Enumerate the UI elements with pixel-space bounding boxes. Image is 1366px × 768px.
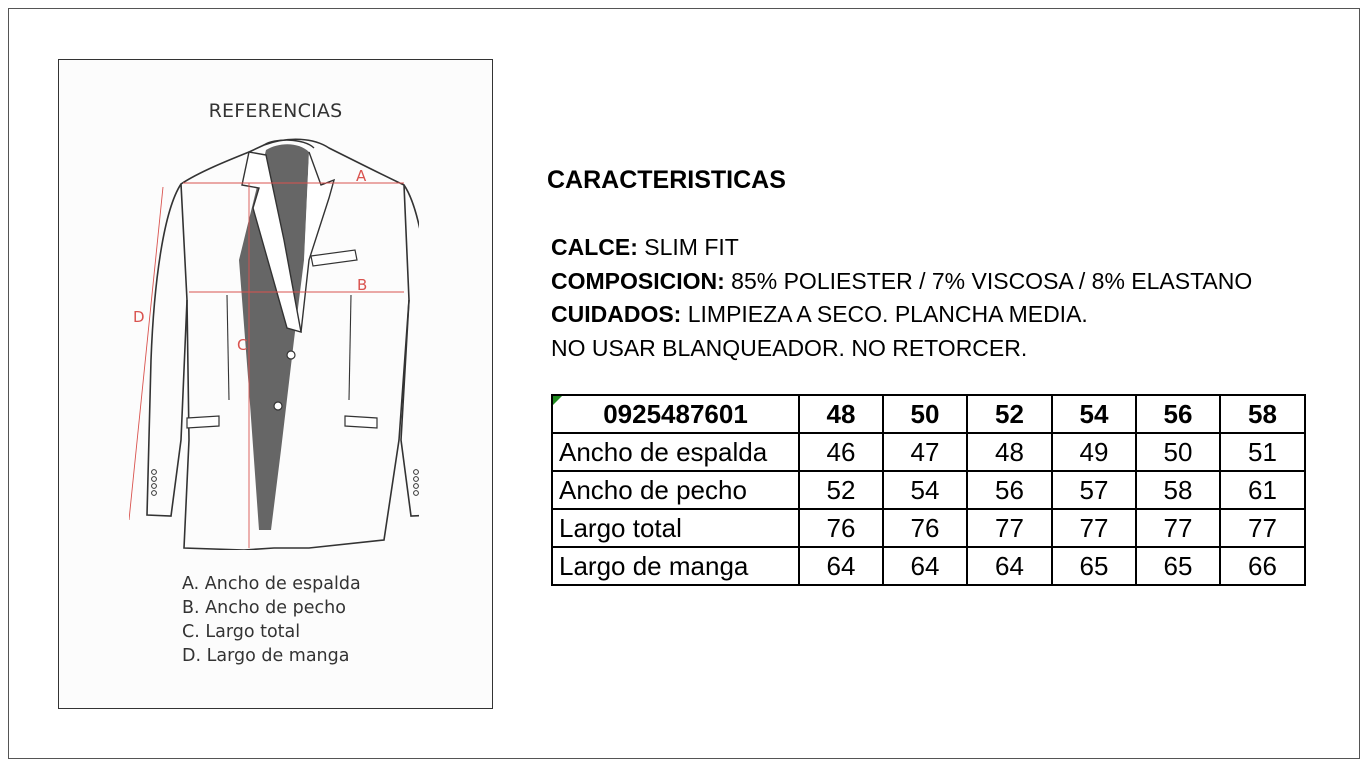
table-cell: 61 — [1220, 471, 1305, 509]
table-cell: 64 — [883, 547, 967, 585]
row-label: Ancho de espalda — [552, 433, 799, 471]
table-cell: 49 — [1052, 433, 1136, 471]
legend-item: B. Ancho de pecho — [182, 598, 346, 618]
marker-a: A — [356, 167, 367, 185]
row-label: Largo total — [552, 509, 799, 547]
legend-item: A. Ancho de espalda — [182, 574, 361, 594]
product-code: 0925487601 — [552, 395, 799, 433]
row-label: Largo de manga — [552, 547, 799, 585]
table-cell: 56 — [967, 471, 1052, 509]
spec-cuidados-extra: NO USAR BLANQUEADOR. NO RETORCER. — [551, 335, 1028, 361]
row-label: Ancho de pecho — [552, 471, 799, 509]
table-cell: 76 — [799, 509, 883, 547]
table-cell: 77 — [1052, 509, 1136, 547]
table-cell: 66 — [1220, 547, 1305, 585]
measurement-legend — [182, 572, 361, 668]
size-table — [551, 394, 1306, 586]
marker-b: B — [357, 276, 368, 294]
marker-c: C — [237, 336, 248, 354]
spec-composicion — [551, 268, 1252, 295]
size-header: 52 — [967, 395, 1052, 433]
characteristics-title: CARACTERISTICAS — [547, 166, 786, 194]
size-header: 48 — [799, 395, 883, 433]
marker-d: D — [133, 308, 145, 326]
spec-composicion-label: COMPOSICION: — [551, 268, 725, 294]
size-header: 50 — [883, 395, 967, 433]
table-row — [552, 509, 1305, 547]
table-cell: 64 — [799, 547, 883, 585]
table-cell: 48 — [967, 433, 1052, 471]
table-cell: 77 — [1220, 509, 1305, 547]
table-cell: 54 — [883, 471, 967, 509]
spec-cuidados — [551, 301, 1088, 328]
size-header: 58 — [1220, 395, 1305, 433]
size-header: 54 — [1052, 395, 1136, 433]
spec-calce — [551, 234, 739, 261]
legend-item: C. Largo total — [182, 622, 301, 642]
table-cell: 50 — [1136, 433, 1220, 471]
jacket-diagram — [129, 130, 419, 550]
cell-indicator-icon — [553, 396, 562, 405]
table-cell: 46 — [799, 433, 883, 471]
table-row — [552, 547, 1305, 585]
table-cell: 57 — [1052, 471, 1136, 509]
table-cell: 51 — [1220, 433, 1305, 471]
table-cell: 52 — [799, 471, 883, 509]
spec-cuidados-value: LIMPIEZA A SECO. PLANCHA MEDIA. — [681, 301, 1088, 327]
spec-cuidados-label: CUIDADOS: — [551, 301, 682, 327]
table-cell: 58 — [1136, 471, 1220, 509]
spec-calce-label: CALCE: — [551, 234, 638, 260]
table-header-row — [552, 395, 1305, 433]
table-cell: 64 — [967, 547, 1052, 585]
table-row — [552, 433, 1305, 471]
table-cell: 65 — [1052, 547, 1136, 585]
table-cell: 47 — [883, 433, 967, 471]
spec-calce-value: SLIM FIT — [637, 234, 739, 260]
legend-item: D. Largo de manga — [182, 646, 350, 666]
reference-panel — [58, 59, 493, 709]
spec-composicion-value: 85% POLIESTER / 7% VISCOSA / 8% ELASTANO — [724, 268, 1253, 294]
reference-title: REFERENCIAS — [208, 100, 343, 122]
table-cell: 77 — [1136, 509, 1220, 547]
table-cell: 65 — [1136, 547, 1220, 585]
table-cell: 76 — [883, 509, 967, 547]
table-row — [552, 471, 1305, 509]
size-header: 56 — [1136, 395, 1220, 433]
table-cell: 77 — [967, 509, 1052, 547]
